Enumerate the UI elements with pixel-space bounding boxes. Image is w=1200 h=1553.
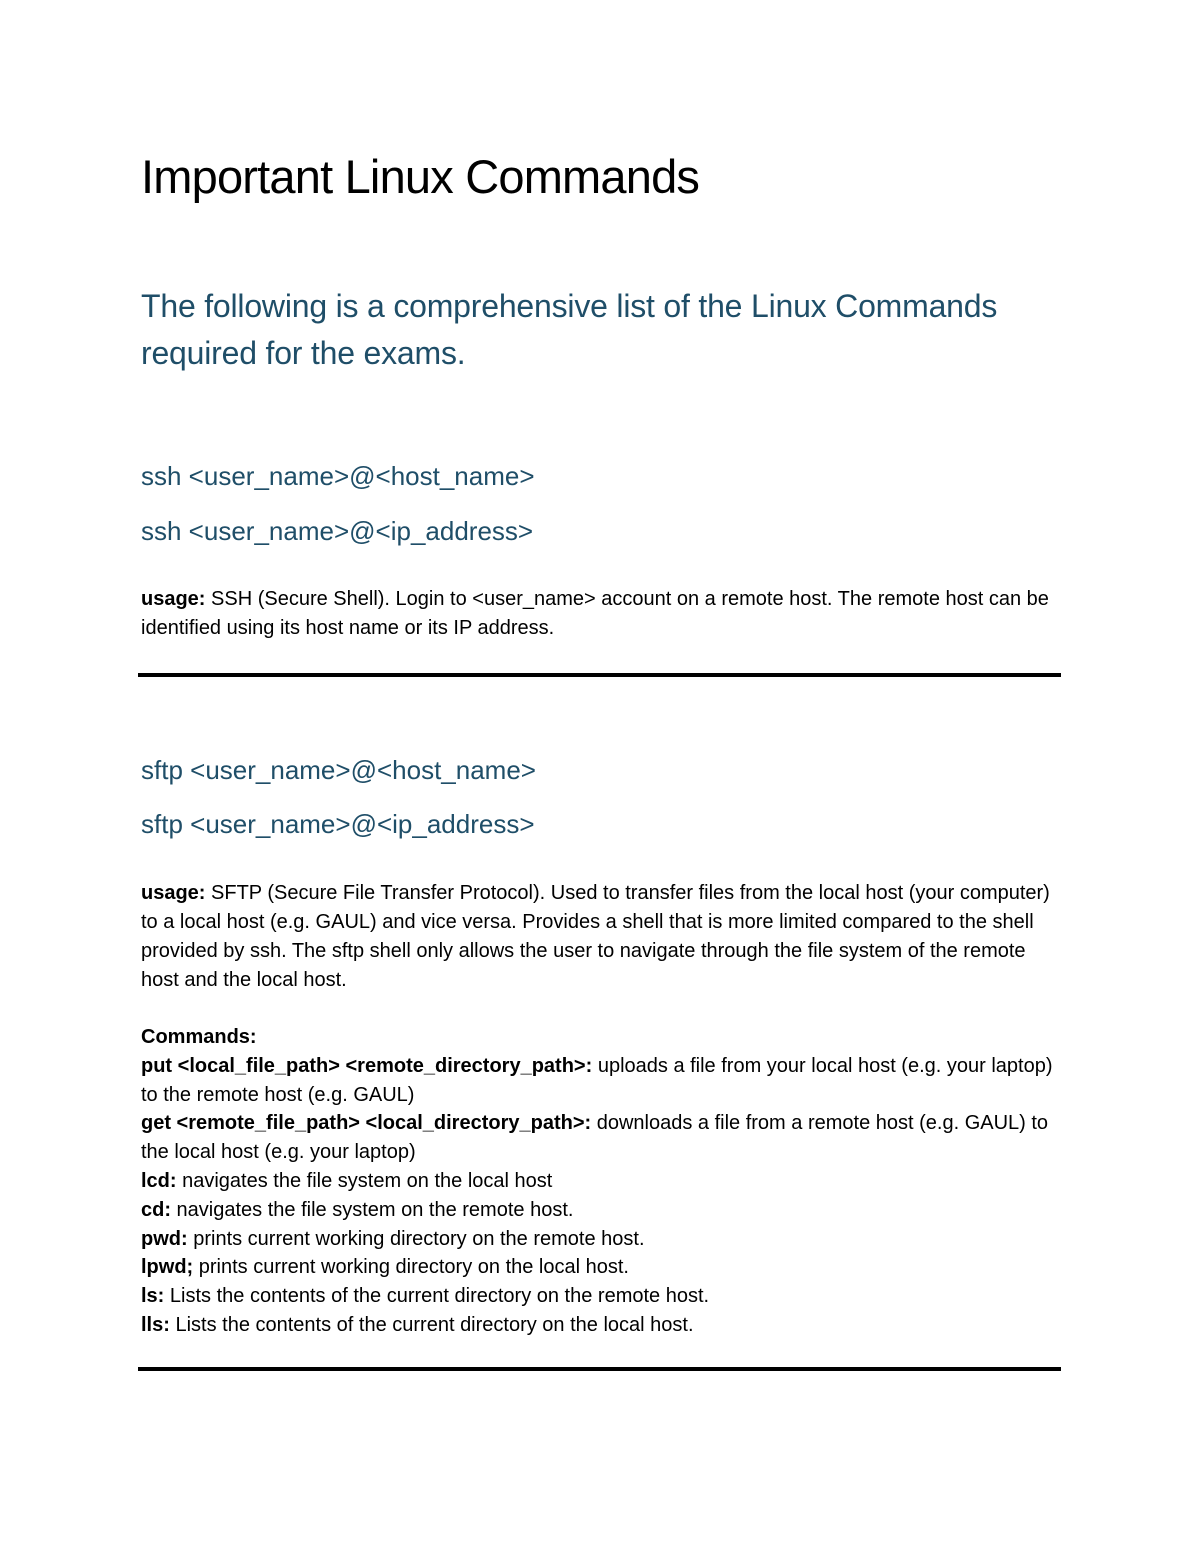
list-item-put <box>141 1052 1061 1110</box>
list-item-lcd <box>141 1167 1061 1196</box>
list-item-get <box>141 1109 1061 1167</box>
command-name: pwd: <box>141 1227 188 1250</box>
command-desc: uploads a file from your local host (e.g. your laptop) to the remote host (e.g. GAUL) <box>141 1054 1053 1106</box>
sftp-usage-label: usage: <box>141 882 206 904</box>
command-name: ls: <box>141 1285 165 1308</box>
command-name: get <remote_file_path> <local_directory_path>: <box>141 1112 592 1135</box>
ssh-usage-text: SSH (Secure Shell). Login to <user_name> account on a remote host. The remote host can be identified using its host name or its IP address. <box>141 588 1049 639</box>
list-item-lpwd <box>141 1253 1061 1282</box>
command-name: lls: <box>141 1313 170 1336</box>
sftp-usage-text: SFTP (Secure File Transfer Protocol). Used to transfer files from the local host (your computer) to a local host (e.g. GAUL) and vice versa. Provides a shell that is more limited compared to the shell provided by ssh. The sftp shell only allows the user to navigate through the file system of the remote host and the local host. <box>141 882 1050 991</box>
commands-heading: Commands: <box>141 1026 257 1048</box>
command-desc: downloads a file from a remote host (e.g. GAUL) to the local host (e.g. your laptop) <box>141 1112 1049 1164</box>
command-name: put <local_file_path> <remote_directory_path>: <box>141 1054 593 1077</box>
section-divider-1 <box>138 673 1061 677</box>
sftp-command-ip: sftp <user_name>@<ip_address> <box>141 809 535 839</box>
sftp-command-list <box>141 1023 1061 1340</box>
command-desc: navigates the file system on the remote host. <box>171 1198 574 1221</box>
list-item-pwd <box>141 1225 1061 1254</box>
list-item-cd <box>141 1196 1061 1225</box>
command-desc: Lists the contents of the current directory on the remote host. <box>164 1285 710 1308</box>
command-name: lcd: <box>141 1169 177 1192</box>
ssh-usage <box>141 585 1061 643</box>
page-subtitle: The following is a comprehensive list of the Linux Commands required for the exams. <box>141 288 998 371</box>
sftp-command-host: sftp <user_name>@<host_name> <box>141 755 536 785</box>
command-desc: prints current working directory on the remote host. <box>187 1227 645 1250</box>
page-title: Important Linux Commands <box>141 150 700 203</box>
command-desc: Lists the contents of the current directory on the local host. <box>169 1313 694 1336</box>
list-item-lls <box>141 1311 1061 1340</box>
command-name: cd: <box>141 1198 171 1221</box>
section-divider-2 <box>138 1367 1061 1371</box>
ssh-command-ip: ssh <user_name>@<ip_address> <box>141 516 534 546</box>
ssh-command-host: ssh <user_name>@<host_name> <box>141 461 535 491</box>
command-name: lpwd; <box>141 1256 194 1279</box>
list-item-ls <box>141 1282 1061 1311</box>
sftp-usage <box>141 879 1061 995</box>
ssh-usage-label: usage: <box>141 588 206 610</box>
command-desc: navigates the file system on the local host <box>176 1169 553 1192</box>
command-desc: prints current working directory on the local host. <box>193 1256 629 1279</box>
